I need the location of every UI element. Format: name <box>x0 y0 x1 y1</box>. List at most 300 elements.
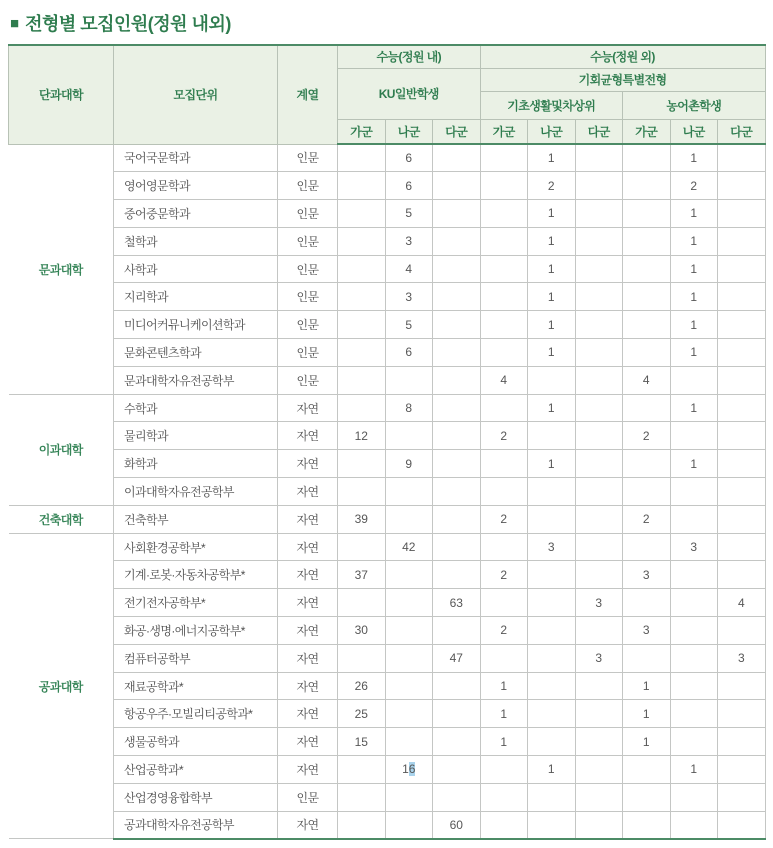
header-opportunity: 기회균형특별전형 <box>480 68 765 91</box>
track-cell: 자연 <box>278 756 338 784</box>
unit-name-cell: 생물공학과 <box>114 728 278 756</box>
count-cell: 1 <box>528 255 576 283</box>
track-cell: 인문 <box>278 227 338 255</box>
count-cell: 3 <box>575 589 623 617</box>
count-cell <box>718 533 766 561</box>
table-row <box>9 255 766 283</box>
college-name-cell: 건축대학 <box>9 505 114 533</box>
table-row <box>9 617 766 645</box>
track-cell: 인문 <box>278 339 338 367</box>
table-body <box>9 144 766 839</box>
unit-name-cell: 항공우주·모빌리티공학과* <box>114 700 278 728</box>
count-cell <box>575 811 623 839</box>
count-cell <box>338 366 386 394</box>
count-cell <box>385 783 433 811</box>
count-cell <box>433 255 481 283</box>
count-cell <box>718 728 766 756</box>
count-cell <box>433 505 481 533</box>
count-cell <box>718 172 766 200</box>
count-cell <box>385 672 433 700</box>
table-row <box>9 533 766 561</box>
count-cell: 1 <box>670 339 718 367</box>
table-row <box>9 450 766 478</box>
count-cell <box>338 450 386 478</box>
count-cell <box>670 811 718 839</box>
count-cell <box>433 728 481 756</box>
count-cell: 42 <box>385 533 433 561</box>
count-cell <box>575 422 623 450</box>
page-title: 전형별 모집인원(정원 내외) <box>25 14 231 34</box>
count-cell: 6 <box>385 339 433 367</box>
count-cell <box>623 200 671 228</box>
table-header <box>9 45 766 144</box>
track-cell: 자연 <box>278 589 338 617</box>
count-cell <box>623 144 671 172</box>
count-cell <box>575 700 623 728</box>
count-cell <box>338 783 386 811</box>
count-cell <box>623 644 671 672</box>
count-cell <box>718 227 766 255</box>
count-cell <box>433 533 481 561</box>
unit-name-cell: 컴퓨터공학부 <box>114 644 278 672</box>
count-cell: 1 <box>528 311 576 339</box>
count-cell: 1 <box>623 700 671 728</box>
count-cell <box>480 811 528 839</box>
track-cell: 인문 <box>278 783 338 811</box>
header-gun-ga-1: 가군 <box>338 119 386 144</box>
unit-name-cell: 건축학부 <box>114 505 278 533</box>
count-cell: 1 <box>670 144 718 172</box>
count-cell <box>385 422 433 450</box>
count-cell <box>385 478 433 506</box>
count-cell <box>718 617 766 645</box>
count-cell <box>480 227 528 255</box>
count-cell <box>480 172 528 200</box>
count-cell <box>575 255 623 283</box>
count-cell <box>623 811 671 839</box>
header-gun-na-1: 나군 <box>385 119 433 144</box>
count-cell: 15 <box>338 728 386 756</box>
track-cell: 자연 <box>278 394 338 422</box>
admission-table <box>8 44 766 840</box>
count-cell <box>718 255 766 283</box>
count-cell <box>575 339 623 367</box>
count-cell: 1 <box>528 227 576 255</box>
count-cell: 3 <box>623 561 671 589</box>
count-cell <box>575 366 623 394</box>
count-cell <box>623 172 671 200</box>
unit-name-cell: 문과대학자유전공학부 <box>114 366 278 394</box>
count-cell: 3 <box>385 227 433 255</box>
table-row <box>9 728 766 756</box>
unit-name-cell: 화공·생명·에너지공학부* <box>114 617 278 645</box>
count-cell <box>385 561 433 589</box>
count-cell: 3 <box>718 644 766 672</box>
count-cell <box>670 561 718 589</box>
count-cell: 3 <box>385 283 433 311</box>
count-cell <box>385 644 433 672</box>
table-row <box>9 505 766 533</box>
count-cell <box>623 589 671 617</box>
count-cell <box>480 589 528 617</box>
count-cell <box>670 617 718 645</box>
selected-text: 6 <box>408 762 416 777</box>
count-cell <box>718 144 766 172</box>
count-cell: 1 <box>528 144 576 172</box>
unit-name-cell: 영어영문학과 <box>114 172 278 200</box>
count-cell <box>575 728 623 756</box>
track-cell: 인문 <box>278 255 338 283</box>
count-cell <box>623 255 671 283</box>
count-cell <box>528 783 576 811</box>
count-text: 1 <box>402 762 409 777</box>
count-cell <box>433 283 481 311</box>
table-row <box>9 283 766 311</box>
count-cell: 2 <box>480 505 528 533</box>
table-row <box>9 172 766 200</box>
unit-name-cell: 지리학과 <box>114 283 278 311</box>
count-cell <box>480 478 528 506</box>
count-cell <box>480 533 528 561</box>
table-row <box>9 200 766 228</box>
header-group-out-quota: 수능(정원 외) <box>480 45 765 68</box>
count-cell <box>338 283 386 311</box>
count-cell <box>433 561 481 589</box>
count-cell <box>623 783 671 811</box>
count-cell <box>528 478 576 506</box>
count-cell <box>718 394 766 422</box>
count-cell <box>433 144 481 172</box>
unit-name-cell: 수학과 <box>114 394 278 422</box>
count-cell: 2 <box>480 422 528 450</box>
header-gun-da-2: 다군 <box>575 119 623 144</box>
count-cell: 1 <box>670 450 718 478</box>
count-cell: 1 <box>528 394 576 422</box>
count-cell: 6 <box>385 144 433 172</box>
track-cell: 자연 <box>278 533 338 561</box>
count-cell <box>670 644 718 672</box>
college-name-cell: 이과대학 <box>9 394 114 505</box>
count-cell: 1 <box>528 450 576 478</box>
track-cell: 자연 <box>278 672 338 700</box>
count-cell <box>433 783 481 811</box>
count-cell <box>623 533 671 561</box>
count-cell: 8 <box>385 394 433 422</box>
count-cell <box>623 756 671 784</box>
unit-name-cell: 사회환경공학부* <box>114 533 278 561</box>
count-cell: 9 <box>385 450 433 478</box>
track-cell: 자연 <box>278 505 338 533</box>
header-group-in-quota: 수능(정원 내) <box>338 45 481 68</box>
count-cell <box>623 339 671 367</box>
count-cell <box>433 478 481 506</box>
count-cell <box>718 366 766 394</box>
count-cell <box>480 394 528 422</box>
count-cell: 1 <box>670 756 718 784</box>
count-cell <box>718 450 766 478</box>
header-track: 계열 <box>278 45 338 144</box>
track-cell: 인문 <box>278 311 338 339</box>
count-cell <box>718 311 766 339</box>
count-cell <box>480 783 528 811</box>
count-cell <box>528 366 576 394</box>
unit-name-cell: 공과대학자유전공학부 <box>114 811 278 839</box>
count-cell: 4 <box>385 255 433 283</box>
count-cell <box>623 283 671 311</box>
count-cell <box>338 227 386 255</box>
count-cell <box>385 505 433 533</box>
count-cell: 60 <box>433 811 481 839</box>
table-row <box>9 700 766 728</box>
count-cell <box>338 339 386 367</box>
count-cell <box>718 339 766 367</box>
header-gun-na-2: 나군 <box>528 119 576 144</box>
count-cell <box>338 200 386 228</box>
count-cell <box>385 366 433 394</box>
count-cell <box>433 617 481 645</box>
count-cell <box>338 589 386 617</box>
unit-name-cell: 기계·로봇·자동차공학부* <box>114 561 278 589</box>
unit-name-cell: 중어중문학과 <box>114 200 278 228</box>
count-cell <box>528 811 576 839</box>
count-cell <box>480 144 528 172</box>
count-cell: 1 <box>670 283 718 311</box>
unit-name-cell: 전기전자공학부* <box>114 589 278 617</box>
count-cell: 37 <box>338 561 386 589</box>
count-cell <box>718 561 766 589</box>
count-cell: 1 <box>528 200 576 228</box>
count-cell <box>718 478 766 506</box>
header-unit: 모집단위 <box>114 45 278 144</box>
college-name-cell: 문과대학 <box>9 144 114 394</box>
count-cell <box>623 227 671 255</box>
count-cell: 25 <box>338 700 386 728</box>
count-cell: 2 <box>528 172 576 200</box>
count-cell: 1 <box>623 728 671 756</box>
count-cell <box>433 172 481 200</box>
table-row <box>9 561 766 589</box>
count-cell: 1 <box>670 394 718 422</box>
track-cell: 자연 <box>278 450 338 478</box>
count-cell <box>385 700 433 728</box>
count-cell <box>718 672 766 700</box>
count-cell <box>385 811 433 839</box>
count-cell <box>433 366 481 394</box>
count-cell <box>623 394 671 422</box>
table-row <box>9 589 766 617</box>
count-cell <box>623 450 671 478</box>
track-cell: 인문 <box>278 366 338 394</box>
table-row <box>9 672 766 700</box>
track-cell: 인문 <box>278 172 338 200</box>
header-basic-living: 기초생활및차상위 <box>480 91 623 119</box>
count-cell <box>670 478 718 506</box>
count-cell: 1 <box>528 283 576 311</box>
count-cell: 2 <box>670 172 718 200</box>
count-cell <box>528 561 576 589</box>
header-gun-na-3: 나군 <box>670 119 718 144</box>
table-row <box>9 422 766 450</box>
unit-name-cell: 이과대학자유전공학부 <box>114 478 278 506</box>
count-cell <box>575 617 623 645</box>
count-cell <box>338 255 386 283</box>
count-cell <box>480 339 528 367</box>
count-cell <box>575 200 623 228</box>
count-cell <box>433 700 481 728</box>
count-cell <box>480 311 528 339</box>
count-cell: 1 <box>528 339 576 367</box>
track-cell: 자연 <box>278 811 338 839</box>
count-cell <box>575 505 623 533</box>
unit-name-cell: 국어국문학과 <box>114 144 278 172</box>
header-gun-da-1: 다군 <box>433 119 481 144</box>
table-row <box>9 339 766 367</box>
count-cell: 2 <box>480 561 528 589</box>
count-cell <box>433 422 481 450</box>
count-cell <box>338 172 386 200</box>
unit-name-cell: 문화콘텐츠학과 <box>114 339 278 367</box>
count-cell <box>575 783 623 811</box>
track-cell: 자연 <box>278 617 338 645</box>
count-cell <box>575 144 623 172</box>
header-gun-da-3: 다군 <box>718 119 766 144</box>
count-cell <box>575 756 623 784</box>
count-cell: 3 <box>528 533 576 561</box>
header-ku-general: KU일반학생 <box>338 68 481 119</box>
square-bullet-icon: ■ <box>10 14 20 32</box>
count-cell <box>718 700 766 728</box>
count-cell <box>433 227 481 255</box>
unit-name-cell: 미디어커뮤니케이션학과 <box>114 311 278 339</box>
section-title-row <box>8 6 765 44</box>
count-cell <box>718 505 766 533</box>
track-cell: 자연 <box>278 644 338 672</box>
count-cell: 5 <box>385 311 433 339</box>
count-cell <box>480 450 528 478</box>
count-cell <box>575 394 623 422</box>
count-cell <box>338 811 386 839</box>
unit-name-cell: 물리학과 <box>114 422 278 450</box>
count-cell: 1 <box>480 700 528 728</box>
count-cell: 3 <box>575 644 623 672</box>
count-cell <box>433 672 481 700</box>
count-cell <box>385 589 433 617</box>
table-row <box>9 644 766 672</box>
count-cell <box>528 700 576 728</box>
track-cell: 자연 <box>278 422 338 450</box>
table-row <box>9 811 766 839</box>
count-cell: 1 <box>480 728 528 756</box>
count-cell: 1 <box>670 311 718 339</box>
count-cell <box>385 728 433 756</box>
count-cell <box>433 339 481 367</box>
count-cell: 1 <box>670 200 718 228</box>
count-cell <box>433 200 481 228</box>
track-cell: 자연 <box>278 478 338 506</box>
count-cell: 4 <box>480 366 528 394</box>
count-cell <box>433 756 481 784</box>
track-cell: 자연 <box>278 728 338 756</box>
count-cell: 2 <box>480 617 528 645</box>
count-cell <box>528 617 576 645</box>
count-cell: 39 <box>338 505 386 533</box>
unit-name-cell: 재료공학과* <box>114 672 278 700</box>
count-cell <box>338 533 386 561</box>
unit-name-cell: 철학과 <box>114 227 278 255</box>
track-cell: 인문 <box>278 144 338 172</box>
table-row <box>9 227 766 255</box>
table-row <box>9 783 766 811</box>
count-cell <box>385 617 433 645</box>
count-cell: 4 <box>623 366 671 394</box>
track-cell: 자연 <box>278 700 338 728</box>
count-cell: 1 <box>480 672 528 700</box>
header-gun-ga-2: 가군 <box>480 119 528 144</box>
count-cell <box>718 422 766 450</box>
header-row-groups <box>9 45 766 68</box>
count-cell: 3 <box>670 533 718 561</box>
count-cell: 63 <box>433 589 481 617</box>
count-cell <box>528 672 576 700</box>
count-cell <box>718 756 766 784</box>
count-cell: 26 <box>338 672 386 700</box>
count-cell <box>575 672 623 700</box>
count-cell: 12 <box>338 422 386 450</box>
count-cell <box>670 672 718 700</box>
count-cell: 3 <box>623 617 671 645</box>
count-cell <box>575 283 623 311</box>
count-cell <box>718 283 766 311</box>
track-cell: 자연 <box>278 561 338 589</box>
count-cell <box>528 589 576 617</box>
count-cell <box>670 728 718 756</box>
count-cell: 2 <box>623 505 671 533</box>
unit-name-cell: 산업공학과* <box>114 756 278 784</box>
count-cell <box>575 227 623 255</box>
count-cell <box>480 200 528 228</box>
count-cell <box>480 644 528 672</box>
college-name-cell: 공과대학 <box>9 533 114 839</box>
count-cell <box>670 783 718 811</box>
count-cell <box>480 283 528 311</box>
count-cell <box>623 311 671 339</box>
table-row <box>9 311 766 339</box>
count-cell <box>575 172 623 200</box>
count-cell <box>338 311 386 339</box>
count-cell <box>528 422 576 450</box>
count-cell <box>338 756 386 784</box>
count-cell <box>528 644 576 672</box>
table-row <box>9 144 766 172</box>
count-cell <box>338 644 386 672</box>
count-cell: 1 <box>670 255 718 283</box>
count-cell <box>670 505 718 533</box>
count-cell <box>480 756 528 784</box>
table-row <box>9 478 766 506</box>
count-cell <box>718 811 766 839</box>
count-cell <box>480 255 528 283</box>
count-cell <box>575 311 623 339</box>
count-cell <box>670 589 718 617</box>
count-cell <box>718 200 766 228</box>
count-cell <box>670 422 718 450</box>
count-cell <box>338 144 386 172</box>
count-cell <box>528 728 576 756</box>
count-cell: 6 <box>385 172 433 200</box>
count-cell <box>433 450 481 478</box>
header-college: 단과대학 <box>9 45 114 144</box>
count-cell: 30 <box>338 617 386 645</box>
